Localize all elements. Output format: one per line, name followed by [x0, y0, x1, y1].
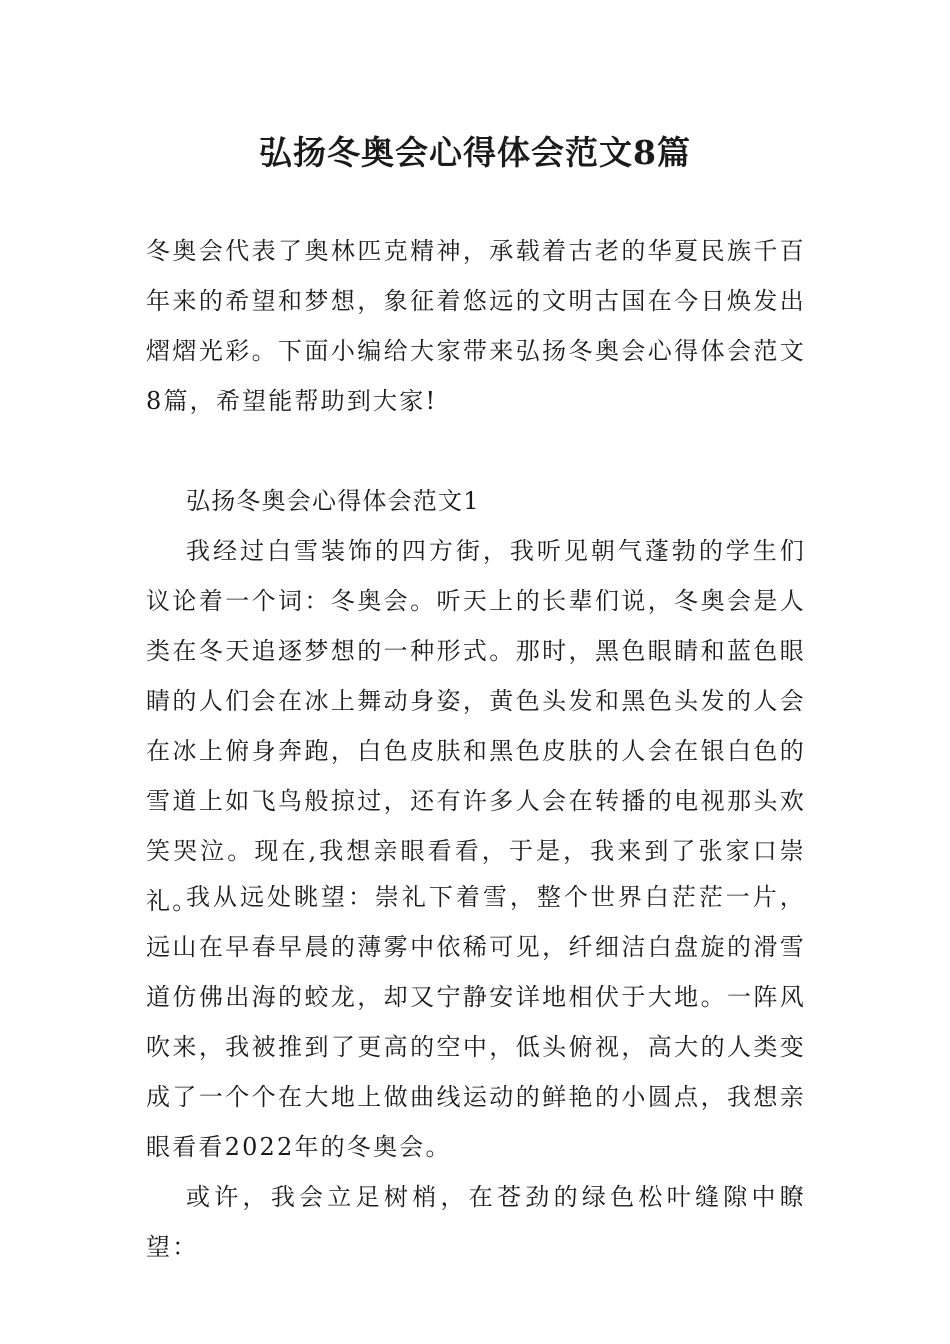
body-paragraph-1: 我经过白雪装饰的四方街，我听见朝气蓬勃的学生们议论着一个词：冬奥会。听天上的长辈们说，冬奥会是人类在冬天追逐梦想的一种形式。那时，黑色眼睛和蓝色眼睛的人们会在冰上舞动身姿，黄色头发和黑色头发的人会在冰上俯身奔跑，白色皮肤和黑色皮肤的人会在银白色的雪道上如飞鸟般掠过，还有许多人会在转播的电视那头欢笑哭泣。现在,我想亲眼看看，于是，我来到了张家口崇礼。 [146, 537, 806, 915]
body-paragraph-3: 或许，我会立足树梢，在苍劲的绿色松叶缝隙中瞭望： [146, 1183, 806, 1261]
body-paragraph-2: 我从远处眺望：崇礼下着雪，整个世界白茫茫一片，远山在早春早晨的薄雾中依稀可见，纤细洁白盘旋的滑雪道仿佛出海的蛟龙，却又宁静安详地相伏于大地。一阵风吹来，我被推到了更高的空中，低头俯视，高大的人类变成了一个个在大地上做曲线运动的鲜艳的小圆点，我想亲眼看看2022年的冬奥会。 [146, 883, 806, 1161]
intro-paragraph: 冬奥会代表了奥林匹克精神，承载着古老的华夏民族千百年来的希望和梦想，象征着悠远的文明古国在今日焕发出熠熠光彩。下面小编给大家带来弘扬冬奥会心得体会范文8篇，希望能帮助到大家! [146, 237, 806, 415]
section-heading: 弘扬冬奥会心得体会范文1 [186, 487, 480, 515]
document-title: 弘扬冬奥会心得体会范文8篇 [259, 133, 691, 172]
